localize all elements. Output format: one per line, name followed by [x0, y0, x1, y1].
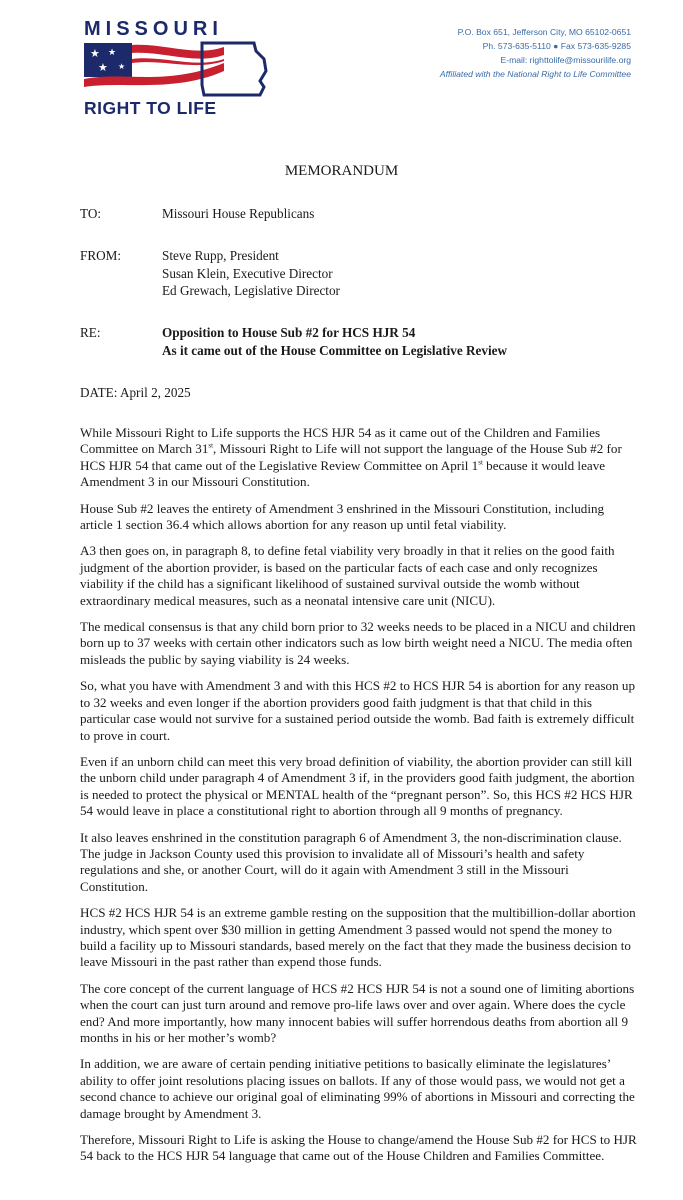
paragraph: Therefore, Missouri Right to Life is asking the House to change/amend the House Sub #2 for HCS to HJR 54 back to the HCS HJR 54 language that came out of the House Children and Families Committee. [80, 1132, 637, 1164]
from-line: Steve Rupp, President [162, 248, 279, 263]
email: E-mail: righttolife@missourilife.org [500, 55, 631, 65]
paragraph: It also leaves enshrined in the constitution paragraph 6 of Amendment 3, the non-discrimination clause. The judge in Jackson County used this provision to invalidate all of Missouri’s health and safety regulations and she, or another Court, will do it again with Amendment 3 still in the Missouri Constitution. [80, 829, 622, 894]
memo-body [80, 425, 640, 1175]
paragraph: A3 then goes on, in paragraph 8, to define fetal viability very broadly in that it relies on the good faith judgment of the abortion provider, is based on the particular facts of each case and only recognizes viability if the child has a significant likelihood of sustained survival outside the womb without extraordinary medical measures, such as a neonatal intensive care unit (NICU). [80, 543, 615, 608]
from-line: Susan Klein, Executive Director [162, 266, 333, 281]
logo-name-bottom: RIGHT TO LIFE [84, 98, 217, 118]
contact-info [440, 25, 631, 81]
date-field [80, 384, 191, 402]
paragraph: While Missouri Right to Life supports the HCS HJR 54 as it came out of the Children and Families Committee on March 31st, Missouri Right to Life will not support the language of the House Sub #2 for HCS HJR 54 that came out of the Legislative Review Committee on April 1st because it would leave Amendment 3 in our Missouri Constitution. [80, 425, 622, 490]
paragraph: Even if an unborn child can meet this very broad definition of viability, the abortion provider can still kill the unborn child under paragraph 4 of Amendment 3 if, in the providers good faith judgment, the abortion is needed to protect the physical or MENTAL health of the “pregnant person”. So, this HCS #2 HCS HJR 54 would leave in place a constitutional right to abortion through all 9 months of pregnancy. [80, 753, 635, 819]
affiliation: Affiliated with the National Right to Life Committee [439, 69, 631, 79]
paragraph: House Sub #2 leaves the entirety of Amendment 3 enshrined in the Missouri Constitution, including article 1 section 36.4 which allows abortion for any reason up until fetal viability. [80, 500, 605, 533]
svg-text:★: ★ [108, 48, 117, 58]
org-logo [84, 18, 274, 118]
to-label: TO: [80, 206, 102, 221]
re-line: Opposition to House Sub #2 for HCS HJR 54 [162, 325, 416, 340]
paragraph: So, what you have with Amendment 3 and with this HCS #2 to HCS HJR 54 is abortion for any reason up to 32 weeks and even longer if the abortion providers good faith judgment is that that child in this particular case would not survive for a sustained period outside the womb. Bad faith is extremely difficult to prove in court. [80, 678, 635, 743]
re-label: RE: [80, 325, 101, 340]
date-label: DATE: [80, 385, 118, 400]
logo-name-top: MISSOURI [84, 18, 223, 40]
paragraph: HCS #2 HCS HJR 54 is an extreme gamble resting on the supposition that the multibillion-dollar abortion industry, which spent over $30 million in getting Amendment 3 passed would not spend the money to build a facility up to Missouri standards, based merely on the fact that they made the business decision to leave Missouri in the past rather than expend those funds. [80, 905, 636, 970]
paragraph: In addition, we are aware of certain pending initiative petitions to basically eliminate the legislatures’ ability to offer joint resolutions placing issues on ballots. If any of those would pass, we would not get a second chance to achieve our original goal of eliminating 99% of abortions in Missouri and correcting the damage brought by Amendment 3. [80, 1056, 635, 1121]
svg-text:★: ★ [118, 62, 126, 71]
to-value: Missouri House Republicans [162, 206, 315, 221]
from-line: Ed Grewach, Legislative Director [162, 283, 340, 298]
date-value: April 2, 2025 [119, 385, 191, 400]
address: P.O. Box 651, Jefferson City, MO 65102-0651 [457, 27, 631, 37]
phone-fax: Ph. 573-635-5110 ● Fax 573-635-9285 [482, 41, 631, 51]
paragraph: The core concept of the current language of HCS #2 HCS HJR 54 is not a sound one of limiting abortions when the court can just turn around and remove pro-life laws over and over again. Where does the cycle end? And more importantly, how many innocent babies will suffer horrendous deaths from abortion all 9 months in his or her mother’s womb? [80, 980, 635, 1045]
paragraph: The medical consensus is that any child born prior to 32 weeks needs to be placed in a NICU and children born up to 37 weeks with certain other indicators such as low birth weight need a NICU. The media often misleads the public by saying viability is 24 weeks. [80, 619, 636, 667]
re-line: As it came out of the House Committee on Legislative Review [162, 343, 507, 358]
svg-text:★: ★ [98, 61, 108, 74]
from-label: FROM: [80, 248, 122, 263]
svg-text:★: ★ [90, 47, 100, 60]
missouri-flag-state-icon [84, 41, 274, 97]
memo-title: MEMORANDUM [284, 163, 399, 179]
